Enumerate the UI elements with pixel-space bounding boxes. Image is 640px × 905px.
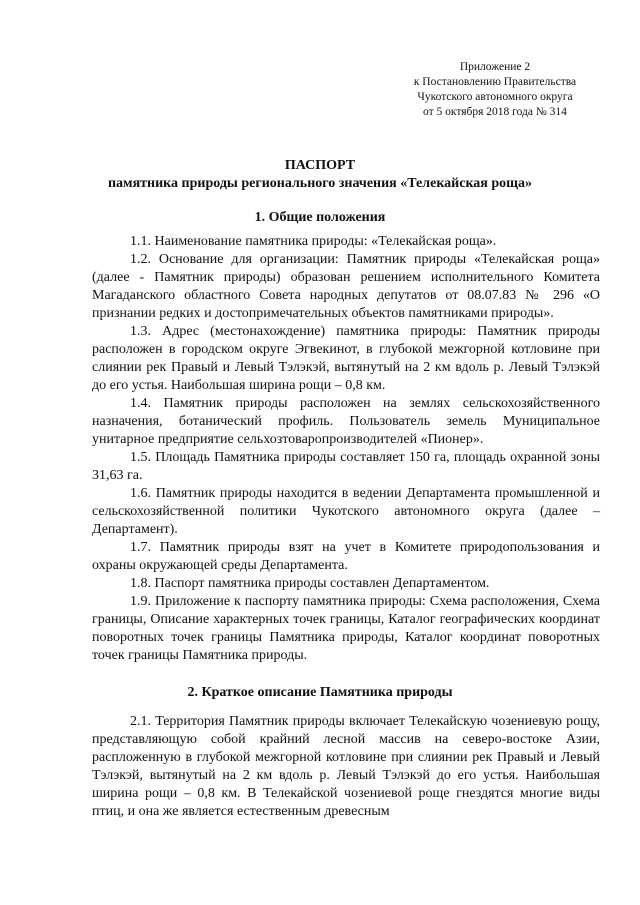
paragraph-1-7: 1.7. Памятник природы взят на учет в Комитете природопользования и охраны окружающей среды Департамента. xyxy=(92,540,600,573)
appendix-line: Чукотского автономного округа xyxy=(417,91,573,103)
paragraph-1-9: 1.9. Приложение к паспорту памятника природы: Схема расположения, Схема границы, Описание характерных точек границы, Каталог географических координат поворотных точек границы Памятника природы, Каталог координат поворотных точек границы Памятника природы. xyxy=(92,594,600,663)
paragraph-1-4: 1.4. Памятник природы расположен на землях сельскохозяйственного назначения, ботанический профиль. Пользователь земель Муниципальное унитарное предприятие сельхозтоваропроизводителей «Пионер». xyxy=(92,396,600,447)
paragraph-1-6: 1.6. Памятник природы находится в ведении Департамента промышленной и сельскохозяйственной политики Чукотского автономного округа (далее – Департамент). xyxy=(92,486,600,537)
paragraph-1-5: 1.5. Площадь Памятника природы составляет 150 га, площадь охранной зоны 31,63 га. xyxy=(92,450,600,483)
section-1-body xyxy=(92,233,600,665)
document-title xyxy=(40,157,600,193)
paragraph-1-3: 1.3. Адрес (местонахождение) памятника природы: Памятник природы расположен в городском округе Эгвекинот, в глубокой межгорной котловине при слиянии рек Правый и Левый Тэлэкэй, вытянутый на 2 км вдоль р. Левый Тэлэкэй до его устья. Наибольшая ширина рощи – 0,8 км. xyxy=(92,324,600,393)
appendix-header xyxy=(380,60,610,120)
paragraph-1-1: 1.1. Наименование памятника природы: «Телекайская роща». xyxy=(130,234,497,249)
appendix-line: к Постановлению Правительства xyxy=(413,76,577,88)
section-2-heading: 2. Краткое описание Памятника природы xyxy=(187,685,453,700)
title-line-2: памятника природы регионального значения «Телекайская роща» xyxy=(107,176,532,191)
title-line-1: ПАСПОРТ xyxy=(284,158,356,173)
paragraph-1-8: 1.8. Паспорт памятника природы составлен Департаментом. xyxy=(130,576,490,591)
appendix-line: Приложение 2 xyxy=(459,61,531,73)
paragraph-2-1: 2.1. Территория Памятник природы включает Телекайскую чозениевую рощу, представляющую собой крайний лесной массив на северо-востоке Азии, распложенную в глубокой межгорной котловине при слиянии рек Правый и Левый Тэлэкэй, вытянутый на 2 км вдоль р. Левый Тэлэкэй до его устья. Наибольшая ширина рощи – 0,8 км. В Телекайской чозениевой роще гнездятся многие виды птиц, и она же является естественным древесным xyxy=(92,714,600,819)
section-2-body xyxy=(92,713,600,821)
appendix-line: от 5 октября 2018 года № 314 xyxy=(423,106,567,118)
paragraph-1-2: 1.2. Основание для организации: Памятник природы «Телекайская роща» (далее - Памятник природы) образован решением исполнительного Комитета Магаданского областного Совета народных депутатов от 08.07.83 № 296 «О признании редких и достопримечательных объектов памятниками природы». xyxy=(92,252,600,321)
section-1-heading: 1. Общие положения xyxy=(254,210,386,225)
